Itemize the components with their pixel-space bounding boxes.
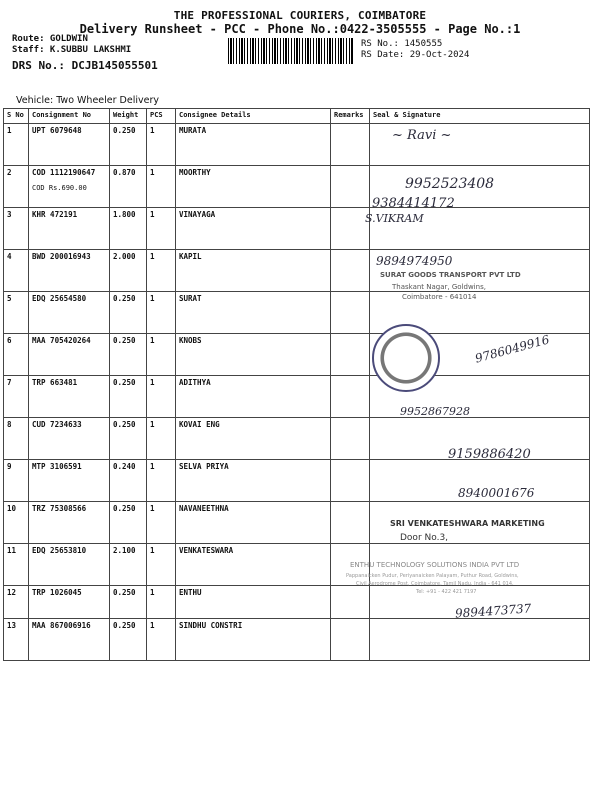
- cell-consignment: COD 1112190647 COD Rs.690.00: [29, 166, 110, 208]
- stamp-enthu-4: Tel: +91 - 422 421 7197: [416, 589, 477, 595]
- company-name: THE PROFESSIONAL COURIERS, COIMBATORE: [173, 9, 427, 22]
- route-label: Route: GOLDWIN: [12, 34, 88, 44]
- cell-pcs: 1: [147, 208, 176, 250]
- stamp-surat-1: SURAT GOODS TRANSPORT PVT LTD: [380, 271, 521, 279]
- signature-6: 9786049916: [473, 332, 551, 366]
- signature-9: 9159886420: [448, 447, 531, 462]
- cell-consignment: MAA 867006916: [29, 619, 110, 661]
- cell-remarks: [331, 619, 370, 661]
- cell-remarks: [331, 292, 370, 334]
- rs-number: RS No.: 1450555: [361, 39, 443, 49]
- stamp-enthu-1: ENTHU TECHNOLOGY SOLUTIONS INDIA PVT LTD: [350, 561, 520, 569]
- stamp-venkateshwara-1: SRI VENKATESHWARA MARKETING: [390, 519, 545, 528]
- cell-weight: 2.000: [110, 250, 147, 292]
- cell-weight: 0.250: [110, 124, 147, 166]
- cell-weight: 0.870: [110, 166, 147, 208]
- cell-weight: 0.250: [110, 376, 147, 418]
- staff-label: Staff: K.SUBBU LAKSHMI: [12, 45, 132, 55]
- stamp-enthu-2: Pappanaicken Pudur, Periyanaicken Palayam, Puthur Road, Goldwins,: [346, 573, 519, 579]
- cell-pcs: 1: [147, 376, 176, 418]
- cell-sno: 9: [4, 460, 29, 502]
- cell-consignee: VINAYAGA: [176, 208, 331, 250]
- drs-number: DRS No.: DCJB145055501: [12, 59, 158, 72]
- cell-consignee: ENTHU: [176, 586, 331, 619]
- col-consignee: Consignee Details: [176, 109, 331, 124]
- cell-weight: 1.800: [110, 208, 147, 250]
- cell-sno: 7: [4, 376, 29, 418]
- cell-pcs: 1: [147, 544, 176, 586]
- table-row: [4, 124, 590, 166]
- table-row: [4, 376, 590, 418]
- cell-sno: 1: [4, 124, 29, 166]
- signature-2: 9952523408: [405, 176, 495, 192]
- signature-8: 9952867928: [400, 405, 470, 418]
- cell-consignee: NAVANEETHNA: [176, 502, 331, 544]
- stamp-surat-3: Coimbatore - 641014: [402, 293, 477, 301]
- cell-consignee: SURAT: [176, 292, 331, 334]
- cell-pcs: 1: [147, 166, 176, 208]
- cell-weight: 0.250: [110, 292, 147, 334]
- cell-sno: 12: [4, 586, 29, 619]
- cell-pcs: 1: [147, 292, 176, 334]
- signature-13: 9894473737: [454, 601, 532, 621]
- cell-weight: 0.250: [110, 418, 147, 460]
- col-remarks: Remarks: [331, 109, 370, 124]
- cell-remarks: [331, 460, 370, 502]
- cell-pcs: 1: [147, 418, 176, 460]
- table-row: [4, 208, 590, 250]
- barcode: [228, 38, 354, 64]
- signature-1: ~ Ravi ~: [392, 128, 452, 143]
- cell-consignee: MOORTHY: [176, 166, 331, 208]
- aditya-clothing-seal: [372, 324, 440, 392]
- signature-4: 9894974950: [376, 254, 453, 268]
- cell-sno: 8: [4, 418, 29, 460]
- cell-consignment: TRZ 75308566: [29, 502, 110, 544]
- cell-pcs: 1: [147, 586, 176, 619]
- cell-consignee: ADITHYA: [176, 376, 331, 418]
- cell-pcs: 1: [147, 502, 176, 544]
- cell-consignment: TRP 663481: [29, 376, 110, 418]
- cell-consignment: EDQ 25654580: [29, 292, 110, 334]
- cell-pcs: 1: [147, 619, 176, 661]
- cell-remarks: [331, 376, 370, 418]
- cell-signature: [370, 619, 590, 661]
- signature-10: 8940001676: [458, 486, 535, 500]
- cell-remarks: [331, 418, 370, 460]
- rs-date: RS Date: 29-Oct-2024: [361, 50, 470, 60]
- cell-remarks: [331, 166, 370, 208]
- cell-weight: 0.250: [110, 619, 147, 661]
- table-row: [4, 619, 590, 661]
- cell-consignment: KHR 472191: [29, 208, 110, 250]
- col-consignment: Consignment No: [29, 109, 110, 124]
- cell-consignee: KNOBS: [176, 334, 331, 376]
- cell-consignee: MURATA: [176, 124, 331, 166]
- cell-sno: 2: [4, 166, 29, 208]
- cell-consignment: EDQ 25653810: [29, 544, 110, 586]
- cell-consignee: SELVA PRIYA: [176, 460, 331, 502]
- cell-consignment: BWD 200016943: [29, 250, 110, 292]
- cell-remarks: [331, 250, 370, 292]
- col-signature: Seal & Signature: [370, 109, 590, 124]
- col-weight: Weight: [110, 109, 147, 124]
- cell-sno: 13: [4, 619, 29, 661]
- cell-weight: 0.240: [110, 460, 147, 502]
- stamp-surat-2: Thaskant Nagar, Goldwins,: [392, 283, 486, 291]
- cell-sno: 11: [4, 544, 29, 586]
- cell-pcs: 1: [147, 460, 176, 502]
- cell-remarks: [331, 208, 370, 250]
- cell-sno: 4: [4, 250, 29, 292]
- cell-consignee: SINDHU CONSTRI: [176, 619, 331, 661]
- table-row: [4, 292, 590, 334]
- cell-remarks: [331, 586, 370, 619]
- cell-consignment: UPT 6079648: [29, 124, 110, 166]
- stamp-enthu-3: Civil Aerodrome Post, Coimbatore, Tamil Nadu, India - 641 014.: [356, 581, 514, 587]
- signature-3a: 9384414172: [372, 196, 455, 211]
- cell-consignment: MAA 705420264: [29, 334, 110, 376]
- cell-sno: 3: [4, 208, 29, 250]
- cell-consignment: TRP 1026045: [29, 586, 110, 619]
- cell-sno: 6: [4, 334, 29, 376]
- cell-remarks: [331, 334, 370, 376]
- cell-pcs: 1: [147, 250, 176, 292]
- cell-sno: 10: [4, 502, 29, 544]
- stamp-venkateshwara-2: Door No.3,: [400, 533, 449, 543]
- cell-consignee: KAPIL: [176, 250, 331, 292]
- cell-weight: 0.250: [110, 334, 147, 376]
- cell-consignee: KOVAI ENG: [176, 418, 331, 460]
- col-sno: S No: [4, 109, 29, 124]
- cell-consignment: MTP 3106591: [29, 460, 110, 502]
- cell-weight: 2.100: [110, 544, 147, 586]
- cod-amount: COD Rs.690.00: [32, 184, 87, 192]
- signature-3b: S.VIKRAM: [365, 212, 424, 225]
- col-pcs: PCS: [147, 109, 176, 124]
- cell-sno: 5: [4, 292, 29, 334]
- cell-weight: 0.250: [110, 586, 147, 619]
- table-header-row: [4, 109, 590, 124]
- vehicle-label: Vehicle: Two Wheeler Delivery: [16, 95, 159, 106]
- cell-pcs: 1: [147, 124, 176, 166]
- cell-pcs: 1: [147, 334, 176, 376]
- table-row: [4, 166, 590, 208]
- cell-consignee: VENKATESWARA: [176, 544, 331, 586]
- cell-weight: 0.250: [110, 502, 147, 544]
- cell-remarks: [331, 502, 370, 544]
- cell-remarks: [331, 124, 370, 166]
- runsheet-title: Delivery Runsheet - PCC - Phone No.:0422-3505555 - Page No.:1: [79, 22, 521, 36]
- cell-consignment: CUD 7234633: [29, 418, 110, 460]
